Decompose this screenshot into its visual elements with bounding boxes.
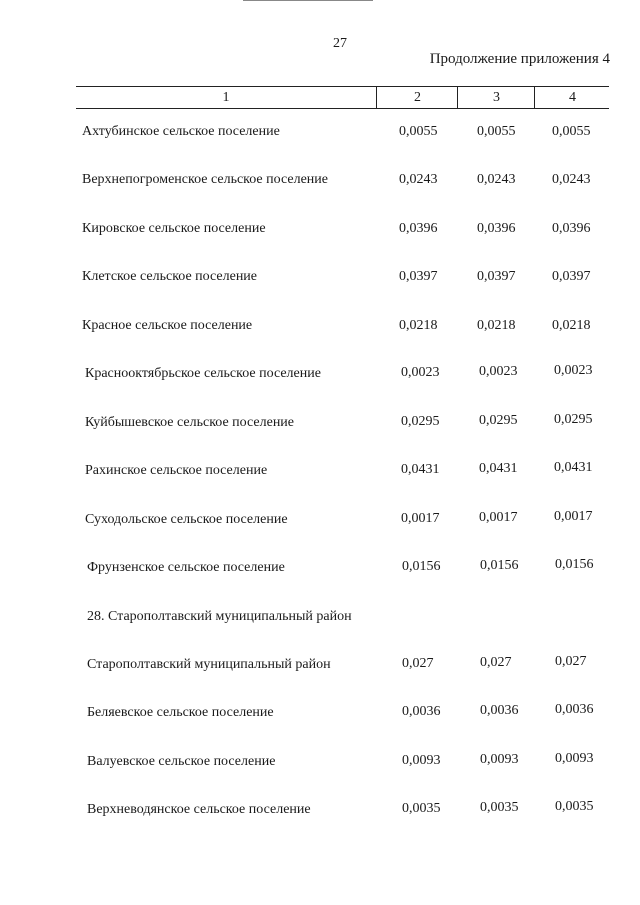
row-name: Куйбышевское сельское поселение [85, 415, 295, 430]
row-name: Ахтубинское сельское поселение [82, 124, 280, 139]
row-value-col4: 0,0023 [554, 363, 593, 378]
row-value-col2: 0,0036 [402, 704, 441, 719]
row-value-col2: 0,0295 [401, 414, 440, 429]
row-name: Валуевское сельское поселение [87, 754, 276, 769]
row-value-col2: 0,0035 [402, 801, 441, 816]
table-row [0, 751, 640, 776]
row-name: Клетское сельское поселение [82, 269, 258, 284]
row-value-col3: 0,0396 [477, 221, 516, 236]
row-value-col4: 0,0035 [555, 799, 594, 814]
row-value-col3: 0,0431 [479, 461, 518, 476]
row-value-col4: 0,027 [555, 654, 587, 669]
row-value-col3: 0,0055 [477, 124, 516, 139]
row-value-col4: 0,0218 [552, 318, 591, 333]
top-edge-rule [243, 0, 373, 1]
table-row [0, 412, 640, 437]
row-value-col2: 0,027 [402, 656, 434, 671]
row-value-col4: 0,0397 [552, 269, 591, 284]
row-value-col2: 0,0023 [401, 365, 440, 380]
row-value-col3: 0,0295 [479, 413, 518, 428]
table-row [0, 654, 640, 679]
table-row [0, 460, 640, 485]
row-value-col3: 0,0093 [480, 752, 519, 767]
header-cell-2: 2 [376, 86, 458, 109]
header-cell-1: 1 [222, 90, 230, 105]
row-name: Суходольское сельское поселение [85, 512, 288, 527]
table-header-row [76, 86, 609, 109]
header-cell-4: 4 [534, 86, 610, 109]
continuation-label: Продолжение приложения 4 [429, 51, 610, 67]
row-value-col3: 0,027 [480, 655, 512, 670]
row-name: Старополтавский муниципальный район [87, 657, 331, 672]
table-row [0, 509, 640, 534]
table-row [0, 363, 640, 388]
page-number: 27 [333, 36, 347, 51]
table-row [0, 609, 640, 631]
row-value-col3: 0,0397 [477, 269, 516, 284]
row-value-col3: 0,0218 [477, 318, 516, 333]
row-value-col3: 0,0035 [480, 800, 519, 815]
table-row [0, 172, 640, 194]
row-name: Красное сельское поселение [82, 318, 253, 333]
row-value-col2: 0,0156 [402, 559, 441, 574]
row-name: Верхневодянское сельское поселение [87, 802, 311, 817]
row-value-col2: 0,0017 [401, 511, 440, 526]
row-name: Беляевское сельское поселение [87, 705, 274, 720]
row-value-col4: 0,0396 [552, 221, 591, 236]
row-value-col4: 0,0093 [555, 751, 594, 766]
header-cell-3: 3 [457, 86, 535, 109]
table-row [0, 702, 640, 727]
row-value-col2: 0,0093 [402, 753, 441, 768]
table-row [0, 799, 640, 824]
row-value-col2: 0,0055 [399, 124, 438, 139]
row-value-col4: 0,0036 [555, 702, 594, 717]
row-name: Рахинское сельское поселение [85, 463, 268, 478]
row-value-col3: 0,0023 [479, 364, 518, 379]
table-row [0, 318, 640, 340]
table-row [0, 269, 640, 291]
row-value-col3: 0,0243 [477, 172, 516, 187]
row-value-col2: 0,0431 [401, 462, 440, 477]
row-value-col4: 0,0243 [552, 172, 591, 187]
row-value-col4: 0,0055 [552, 124, 591, 139]
row-value-col4: 0,0017 [554, 509, 593, 524]
row-value-col2: 0,0396 [399, 221, 438, 236]
row-name: Верхнепогроменское сельское поселение [82, 172, 328, 187]
row-value-col2: 0,0397 [399, 269, 438, 284]
row-value-col4: 0,0431 [554, 460, 593, 475]
row-value-col3: 0,0156 [480, 558, 519, 573]
row-value-col4: 0,0156 [555, 557, 594, 572]
table-row [0, 221, 640, 243]
row-value-col2: 0,0218 [399, 318, 438, 333]
row-name: 28. Старополтавский муниципальный район [87, 609, 352, 624]
table-row [0, 557, 640, 582]
row-value-col3: 0,0017 [479, 510, 518, 525]
row-name: Кировское сельское поселение [82, 221, 266, 236]
row-name: Краснооктябрьское сельское поселение [85, 366, 321, 381]
row-value-col2: 0,0243 [399, 172, 438, 187]
table-row [0, 124, 640, 146]
row-value-col3: 0,0036 [480, 703, 519, 718]
row-name: Фрунзенское сельское поселение [87, 560, 285, 575]
row-value-col4: 0,0295 [554, 412, 593, 427]
